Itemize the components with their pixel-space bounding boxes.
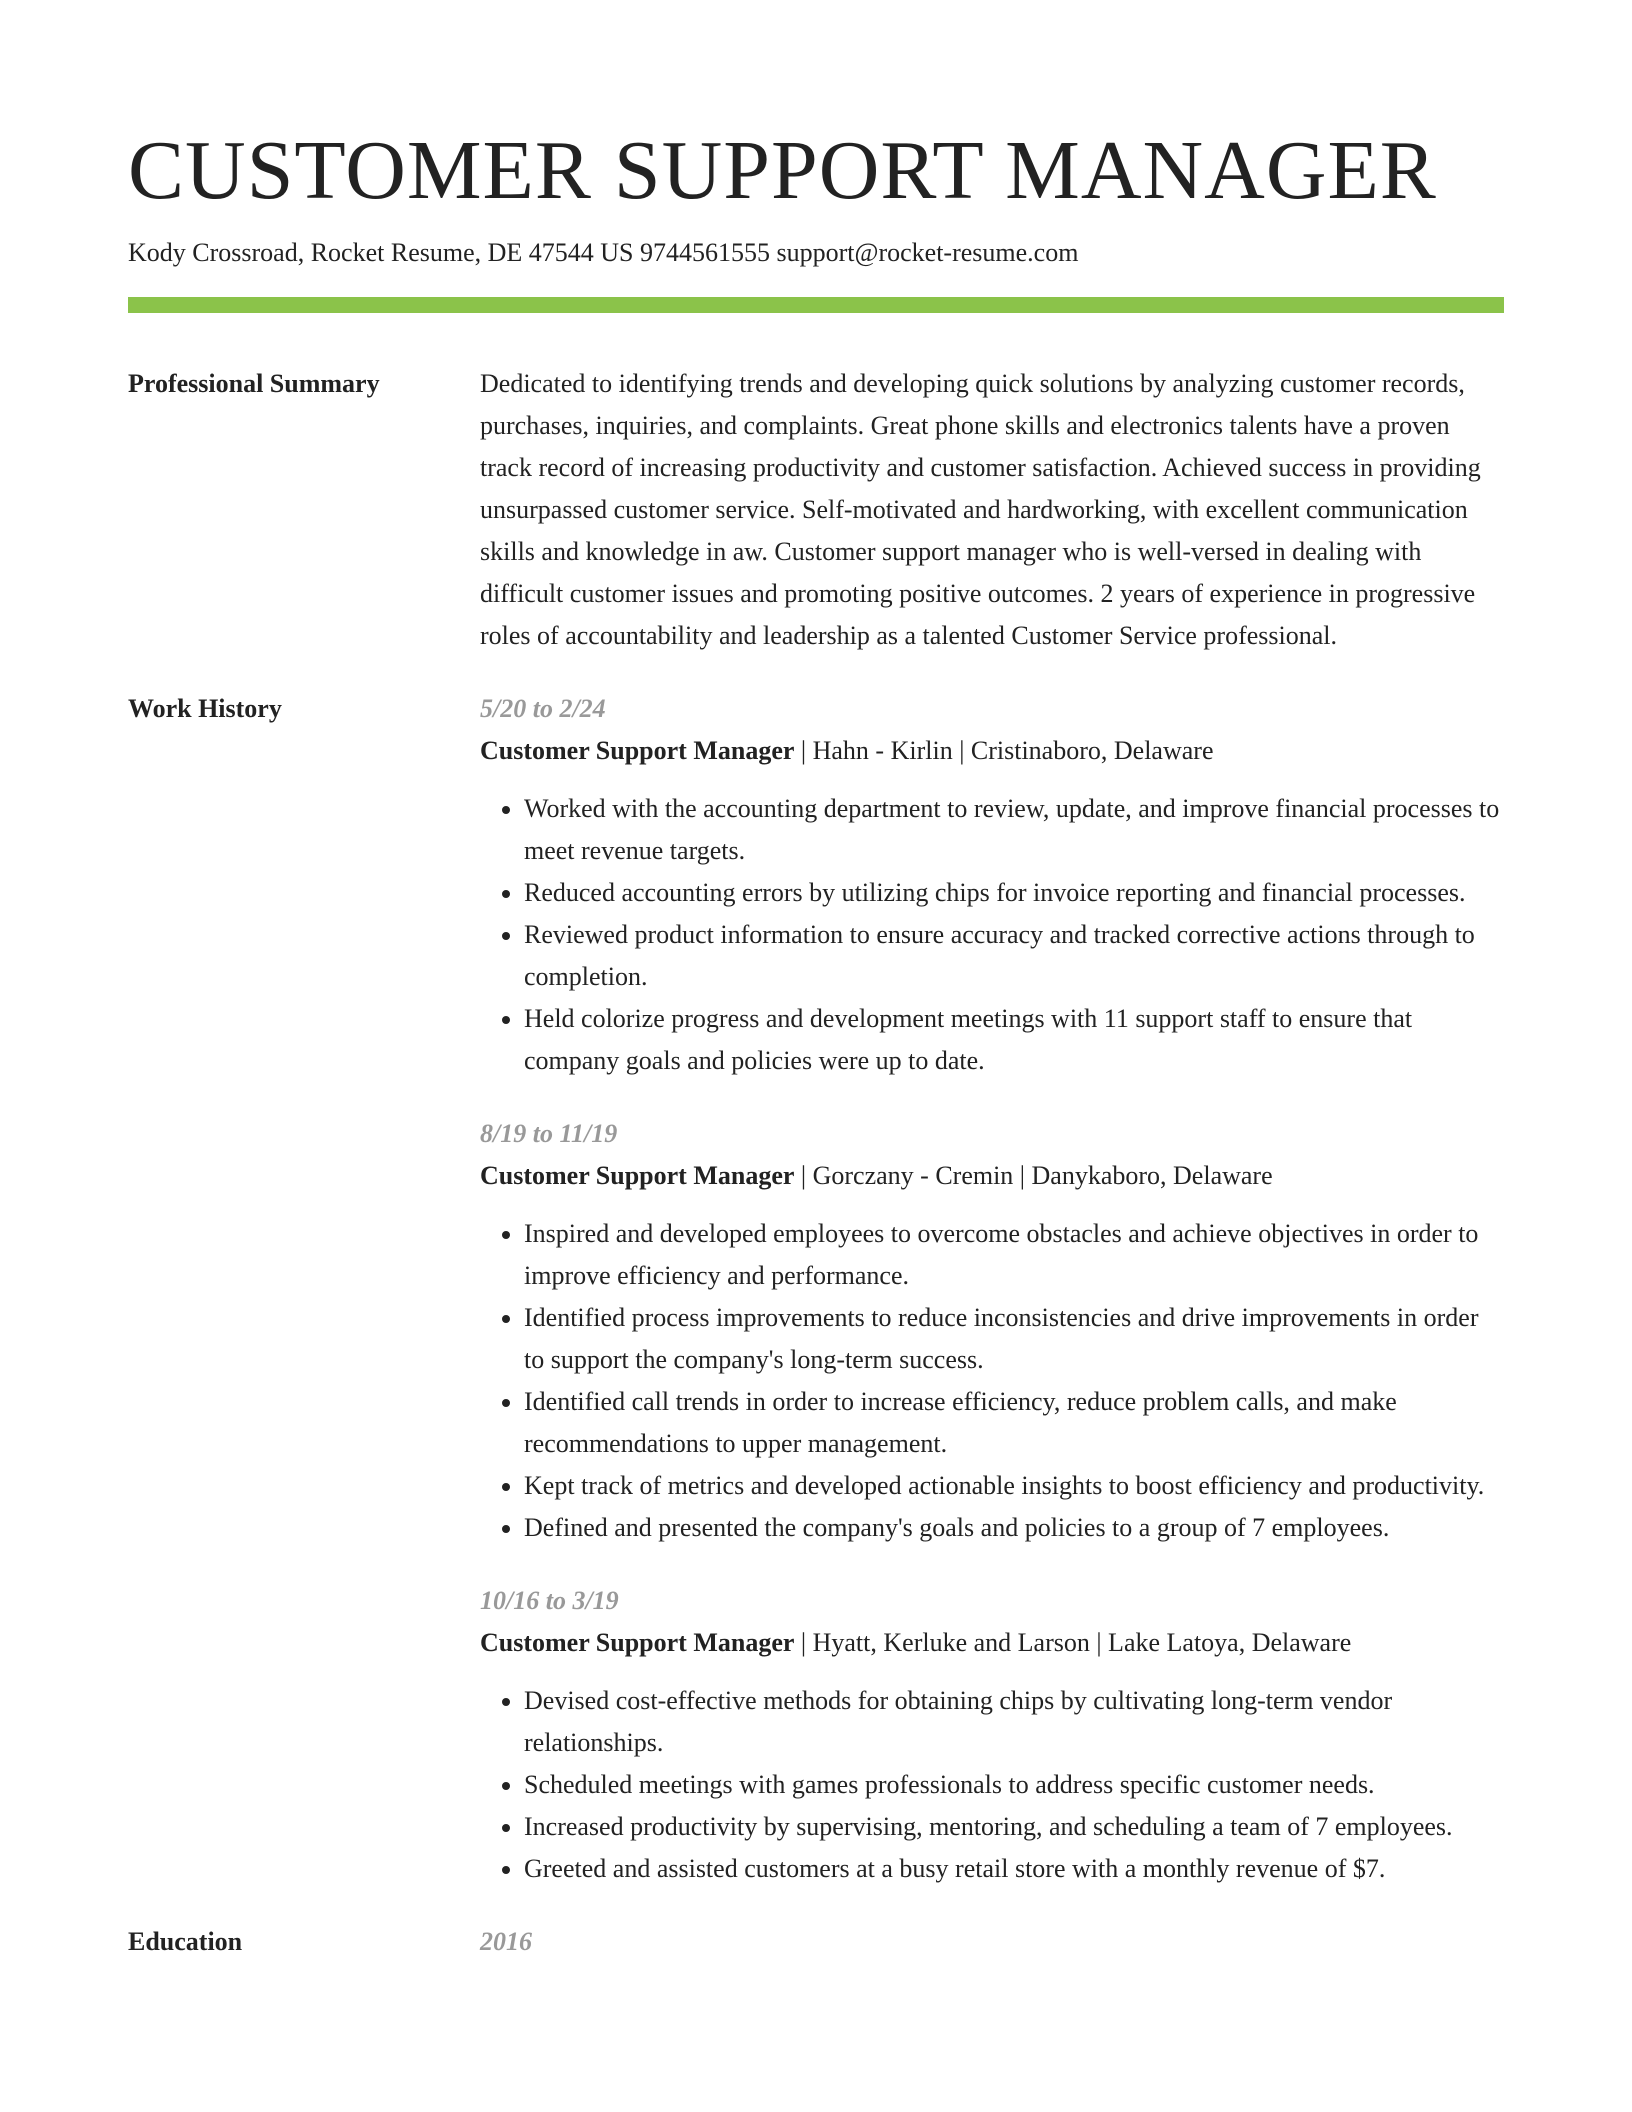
job-bullet: • Reviewed product information to ensure accuracy and tracked corrective actions through to completion.	[524, 914, 1504, 998]
job-title-line	[480, 1155, 1504, 1197]
job-bullets	[480, 788, 1504, 1082]
job-company-location: | Hyatt, Kerluke and Larson | Lake Latoya, Delaware	[794, 1628, 1352, 1657]
work-history-section	[128, 688, 1504, 1890]
education-year: 2016	[480, 1927, 532, 1956]
job-bullet: • Identified call trends in order to increase efficiency, reduce problem calls, and make recommendations to upper management.	[524, 1381, 1504, 1465]
work-history-body	[480, 688, 1504, 1890]
resume-title: CUSTOMER SUPPORT MANAGER	[128, 124, 1437, 217]
summary-body	[480, 363, 1504, 657]
job-bullet: • Defined and presented the company's goals and policies to a group of 7 employees.	[524, 1507, 1504, 1549]
contact-line	[128, 235, 1504, 271]
job-title-line	[480, 730, 1504, 772]
job-role: Customer Support Manager	[480, 1161, 795, 1190]
accent-divider	[128, 297, 1504, 313]
job-title-line	[480, 1622, 1504, 1664]
job-role: Customer Support Manager	[480, 736, 795, 765]
job-entry	[480, 1580, 1504, 1890]
education-body	[480, 1921, 1504, 1963]
contact-email[interactable]: support@rocket-resume.com	[776, 238, 1079, 267]
job-dates: 8/19 to 11/19	[480, 1119, 618, 1148]
job-role: Customer Support Manager	[480, 1628, 795, 1657]
job-company-location: | Hahn - Kirlin | Cristinaboro, Delaware	[794, 736, 1214, 765]
job-bullet: • Increased productivity by supervising, mentoring, and scheduling a team of 7 employees.	[524, 1806, 1504, 1848]
job-entry	[480, 688, 1504, 1082]
job-bullet: • Held colorize progress and development meetings with 11 support staff to ensure that company goals and policies were up to date.	[524, 998, 1504, 1082]
resume-page	[128, 0, 1504, 1963]
job-dates: 5/20 to 2/24	[480, 694, 606, 723]
job-bullet: • Scheduled meetings with games professionals to address specific customer needs.	[524, 1764, 1504, 1806]
section-label-summary: Professional Summary	[128, 369, 380, 398]
job-bullet: • Worked with the accounting department to review, update, and improve financial processes to meet revenue targets.	[524, 788, 1504, 872]
contact-address: Kody Crossroad, Rocket Resume, DE 47544 US	[128, 238, 634, 267]
job-dates: 10/16 to 3/19	[480, 1586, 619, 1615]
job-bullet: • Kept track of metrics and developed actionable insights to boost efficiency and productivity.	[524, 1465, 1504, 1507]
job-bullet: • Devised cost-effective methods for obtaining chips by cultivating long-term vendor relationships.	[524, 1680, 1504, 1764]
job-bullet: • Identified process improvements to reduce inconsistencies and drive improvements in order to support the company's long-term success.	[524, 1297, 1504, 1381]
section-label-education: Education	[128, 1927, 243, 1956]
professional-summary-section	[128, 363, 1504, 657]
contact-phone: 9744561555	[640, 238, 771, 267]
job-entry	[480, 1113, 1504, 1549]
job-company-location: | Gorczany - Cremin | Danykaboro, Delaware	[794, 1161, 1273, 1190]
job-bullets	[480, 1213, 1504, 1549]
job-bullet: • Reduced accounting errors by utilizing chips for invoice reporting and financial processes.	[524, 872, 1504, 914]
job-bullets	[480, 1680, 1504, 1890]
education-section	[128, 1921, 1504, 1963]
summary-text: Dedicated to identifying trends and developing quick solutions by analyzing customer records, purchases, inquiries, and complaints. Great phone skills and electronics talents have a proven track record of increasing productivity and customer satisfaction. Achieved success in providing unsurpassed customer service. Self-motivated and hardworking, with excellent communication skills and knowledge in aw. Customer support manager who is well-versed in dealing with difficult customer issues and promoting positive outcomes. 2 years of experience in progressive roles of accountability and leadership as a talented Customer Service professional.	[480, 369, 1481, 650]
job-bullet: • Greeted and assisted customers at a busy retail store with a monthly revenue of $7.	[524, 1848, 1504, 1890]
section-label-work: Work History	[128, 694, 282, 723]
job-bullet: • Inspired and developed employees to overcome obstacles and achieve objectives in order to improve efficiency and performance.	[524, 1213, 1504, 1297]
